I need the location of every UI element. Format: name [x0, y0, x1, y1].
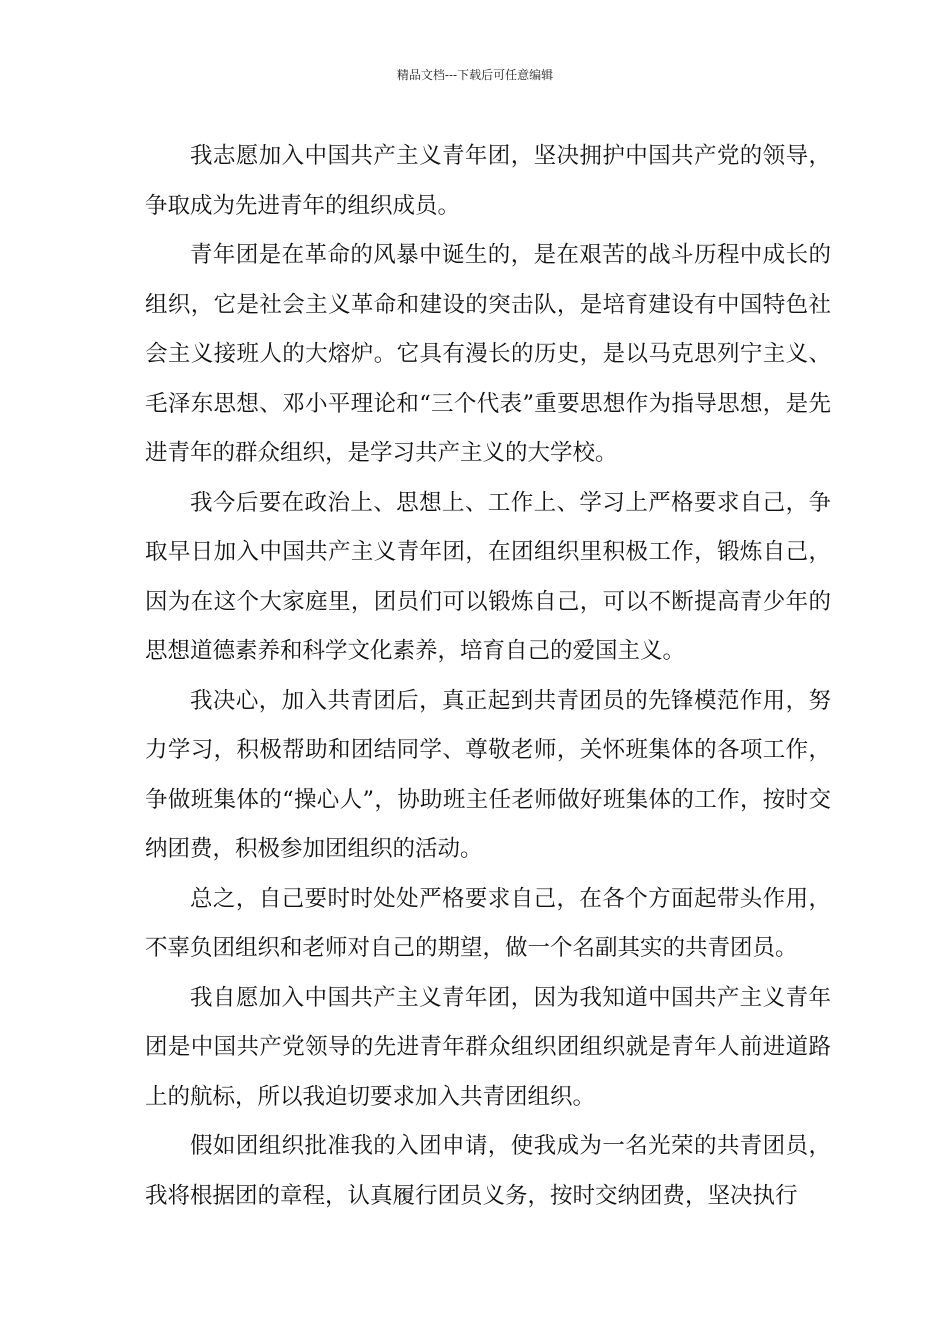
- paragraph: 青年团是在革命的风暴中诞生的，是在艰苦的战斗历程中成长的组织，它是社会主义革命和建设的突击队，是培育建设有中国特色社会主义接班人的大熔炉。它具有漫长的历史，是以马克思列宁主义、毛泽东思想、邓小平理论和“三个代表”重要思想作为指导思想，是先进青年的群众组织，是学习共产主义的大学校。: [145, 242, 831, 466]
- document-body: [145, 132, 831, 1221]
- paragraph: 假如团组织批准我的入团申请，使我成为一名光荣的共青团员，我将根据团的章程，认真履行团员义务，按时交纳团费，坚决执行: [145, 1133, 831, 1209]
- page-header: 精品文档---下载后可任意编辑: [396, 68, 554, 82]
- paragraph: 总之，自己要时时处处严格要求自己，在各个方面起带头作用，不辜负团组织和老师对自己的期望，做一个名副其实的共青团员。: [145, 885, 831, 961]
- paragraph: 我志愿加入中国共产主义青年团，坚决拥护中国共产党的领导，争取成为先进青年的组织成员。: [145, 143, 831, 219]
- paragraph: 我自愿加入中国共产主义青年团，因为我知道中国共产主义青年团是中国共产党领导的先进青年群众组织团组织就是青年人前进道路上的航标，所以我迫切要求加入共青团组织。: [145, 984, 831, 1110]
- paragraph: 我今后要在政治上、思想上、工作上、学习上严格要求自己，争取早日加入中国共产主义青年团，在团组织里积极工作，锻炼自己，因为在这个大家庭里，团员们可以锻炼自己，可以不断提高青少年的思想道德素养和科学文化素养，培育自己的爱国主义。: [145, 489, 831, 664]
- paragraph: 我决心，加入共青团后，真正起到共青团员的先锋模范作用，努力学习，积极帮助和团结同学、尊敬老师，关怀班集体的各项工作，争做班集体的“操心人”，协助班主任老师做好班集体的工作，按时交纳团费，积极参加团组织的活动。: [145, 687, 831, 862]
